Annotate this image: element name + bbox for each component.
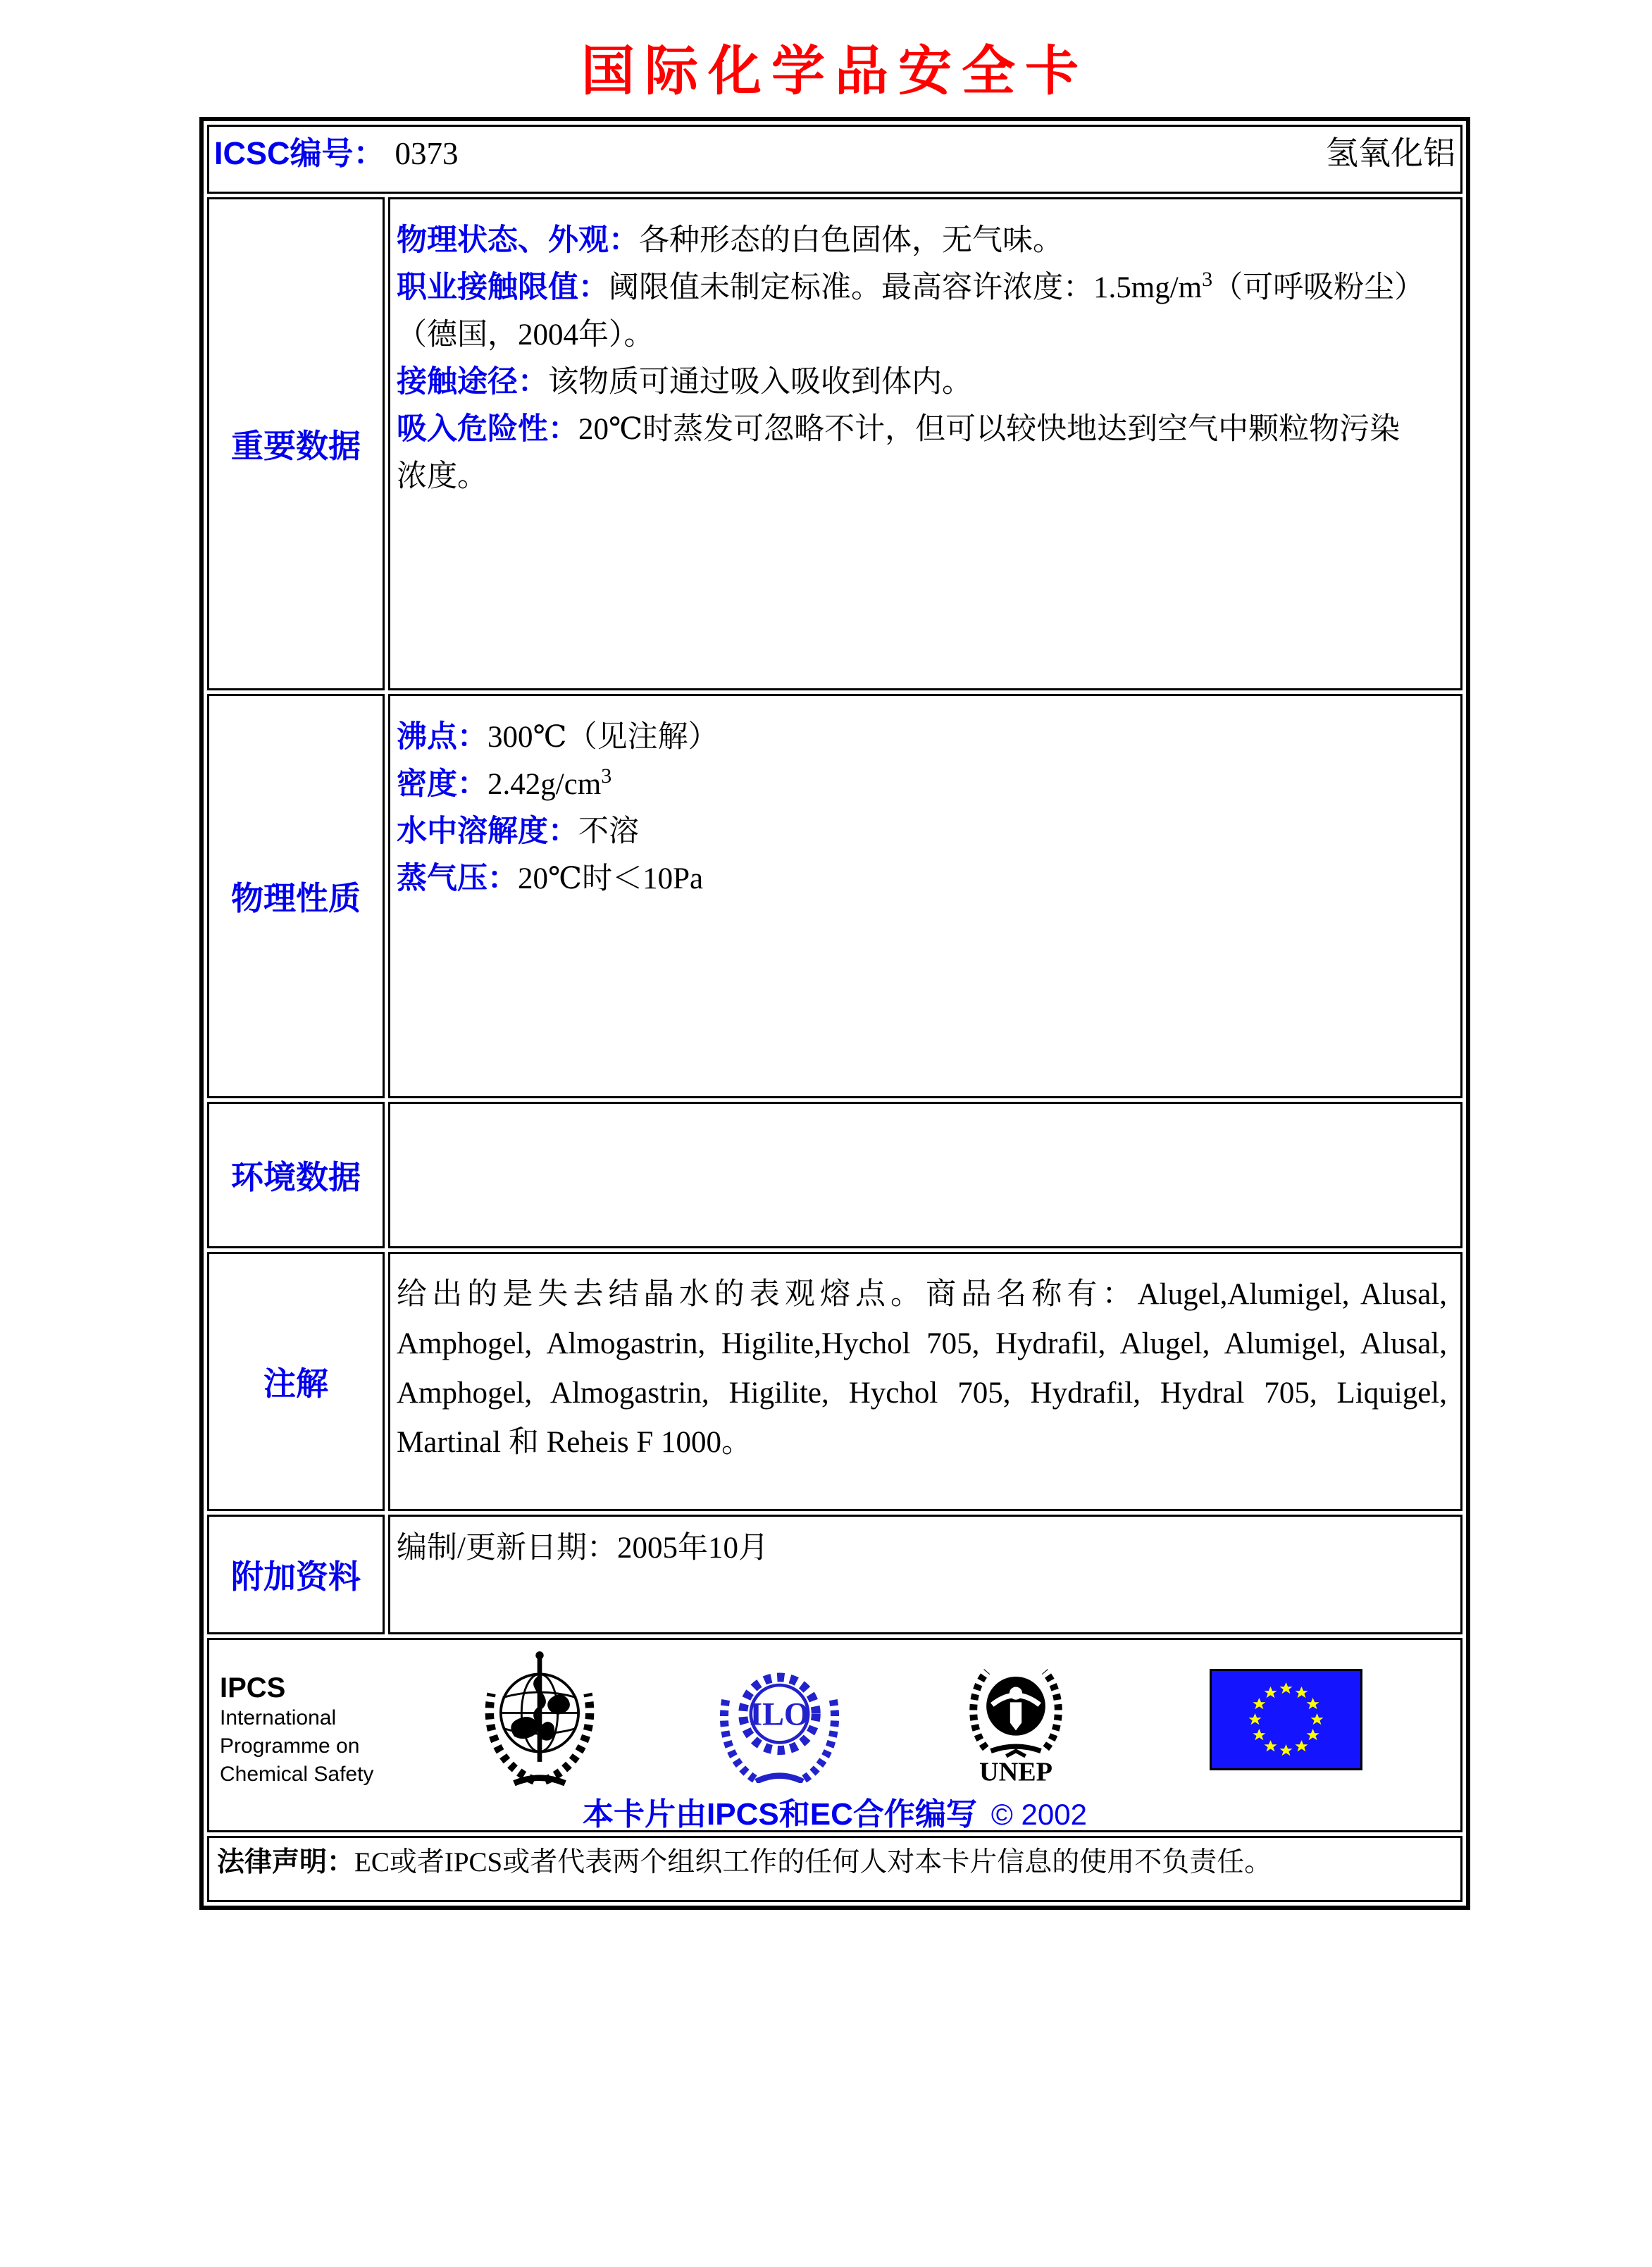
additional-info-text: 编制/更新日期：2005年10月 xyxy=(397,1531,769,1565)
card-header-row xyxy=(207,125,1462,194)
additional-info-row xyxy=(207,1515,1462,1634)
field-occupational-limit xyxy=(397,264,1427,359)
field-physical-state xyxy=(397,217,1427,264)
credit-text: 本卡片由IPCS和EC合作编写 xyxy=(583,1796,977,1832)
field-occupational-limit-sup: 3 xyxy=(1202,267,1213,291)
important-data-row xyxy=(207,197,1462,690)
legal-row xyxy=(207,1836,1462,1902)
field-density-label: 密度： xyxy=(397,766,487,801)
field-physical-state-value: 各种形态的白色固体，无气味。 xyxy=(639,223,1063,257)
field-vapor-pressure-label: 蒸气压： xyxy=(397,861,518,895)
icsc-number-group xyxy=(214,128,459,173)
row-label-physical-properties: 物理性质 xyxy=(231,879,361,917)
field-occupational-limit-value: 阈限值未制定标准。最高容许浓度：1.5mg/m xyxy=(609,271,1203,304)
legal-inner xyxy=(210,1839,1460,1887)
footer-cell xyxy=(207,1638,1462,1832)
environmental-data-label-cell xyxy=(207,1102,385,1248)
credit-line xyxy=(210,1789,1460,1834)
field-exposure-routes-value: 该物质可通过吸入吸收到体内。 xyxy=(548,365,972,399)
ilo-logo-icon xyxy=(714,1658,845,1783)
field-boiling-point-label: 沸点： xyxy=(397,719,487,754)
ipcs-line-3: Chemical Safety xyxy=(220,1762,374,1786)
physical-properties-label-cell xyxy=(207,694,385,1098)
environmental-data-content-cell xyxy=(388,1102,1462,1248)
footer-row xyxy=(207,1638,1462,1832)
card-header-inner xyxy=(210,128,1460,174)
legal-cell xyxy=(207,1836,1462,1902)
icsc-number-value: 0373 xyxy=(395,136,459,172)
row-label-environmental-data: 环境数据 xyxy=(231,1158,361,1195)
environmental-data-content xyxy=(391,1105,1460,1122)
ilo-logo-text: ILO xyxy=(750,1696,809,1733)
physical-properties-row xyxy=(207,694,1462,1098)
field-occupational-limit-label: 职业接触限值： xyxy=(397,270,609,304)
field-physical-state-label: 物理状态、外观： xyxy=(397,223,639,257)
notes-row xyxy=(207,1252,1462,1511)
field-inhalation-risk-value: 20℃时蒸发可忽略不计，但可以较快地达到空气中颗粒物污染浓度。 xyxy=(397,412,1401,493)
field-occupational-limit-post: （可呼吸粉尘）（德国，2004年）。 xyxy=(397,271,1425,352)
physical-properties-content xyxy=(391,697,1460,902)
unep-logo-text: UNEP xyxy=(979,1756,1053,1783)
field-exposure-routes-label: 接触途径： xyxy=(397,364,548,399)
field-vapor-pressure xyxy=(397,855,1427,902)
field-density xyxy=(397,761,1427,808)
important-data-label-cell xyxy=(207,197,385,690)
field-water-solubility-label: 水中溶解度： xyxy=(397,814,578,848)
field-inhalation-risk-label: 吸入危险性： xyxy=(397,411,578,446)
who-logo-icon xyxy=(473,1649,607,1790)
additional-info-content-cell xyxy=(388,1515,1462,1634)
field-exposure-routes xyxy=(397,359,1427,406)
icsc-card-table xyxy=(204,121,1466,1906)
physical-properties-content-cell xyxy=(388,694,1462,1098)
row-label-notes: 注解 xyxy=(263,1365,328,1402)
icsc-card xyxy=(199,117,1470,1910)
ipcs-text-block xyxy=(220,1672,373,1789)
notes-text: 给出的是失去结晶水的表观熔点。商品名称有：Alugel,Alumigel, Alusal, Amphogel, Almogastrin, Higilite,Hychol 705, Hydrafil, Alugel, Alumigel, Alusal, Amphogel, Almogastrin, Higilite, Hychol 705, Hydrafil, Hydral 705, Liquigel, Martinal 和 Reheis F 1000。 xyxy=(397,1277,1447,1459)
ipcs-line-2: Programme on xyxy=(220,1734,360,1758)
ipcs-line-1: International xyxy=(220,1706,337,1729)
ipcs-acronym: IPCS xyxy=(220,1672,286,1703)
row-label-important-data: 重要数据 xyxy=(231,427,361,464)
field-boiling-point xyxy=(397,714,1427,761)
card-header-cell xyxy=(207,125,1462,194)
field-water-solubility-value: 不溶 xyxy=(578,814,639,848)
important-data-content xyxy=(391,200,1460,500)
page-title: 国际化学品安全卡 xyxy=(581,42,1088,101)
field-density-value: 2.42g/cm xyxy=(487,767,602,801)
field-water-solubility xyxy=(397,808,1427,855)
important-data-content-cell xyxy=(388,197,1462,690)
icsc-number-label: ICSC编号： xyxy=(214,135,385,172)
field-boiling-point-value: 300℃（见注解） xyxy=(487,720,719,754)
legal-label: 法律声明： xyxy=(217,1846,355,1877)
field-inhalation-risk xyxy=(397,406,1427,500)
field-density-sup: 3 xyxy=(601,764,612,788)
eu-flag-icon xyxy=(1210,1669,1362,1770)
notes-content-cell xyxy=(388,1252,1462,1511)
chemical-name: 氢氧化铝 xyxy=(1326,135,1455,171)
legal-text: EC或者IPCS或者代表两个组织工作的任何人对本卡片信息的使用不负责任。 xyxy=(354,1846,1272,1877)
footer-inner xyxy=(210,1641,1460,1830)
additional-info-label-cell xyxy=(207,1515,385,1634)
field-vapor-pressure-value: 20℃时＜10Pa xyxy=(518,862,704,895)
environmental-data-row xyxy=(207,1102,1462,1248)
unep-logo-icon xyxy=(959,1655,1072,1783)
credit-year: © 2002 xyxy=(990,1797,1087,1831)
row-label-additional-info: 附加资料 xyxy=(231,1558,361,1595)
notes-label-cell xyxy=(207,1252,385,1511)
